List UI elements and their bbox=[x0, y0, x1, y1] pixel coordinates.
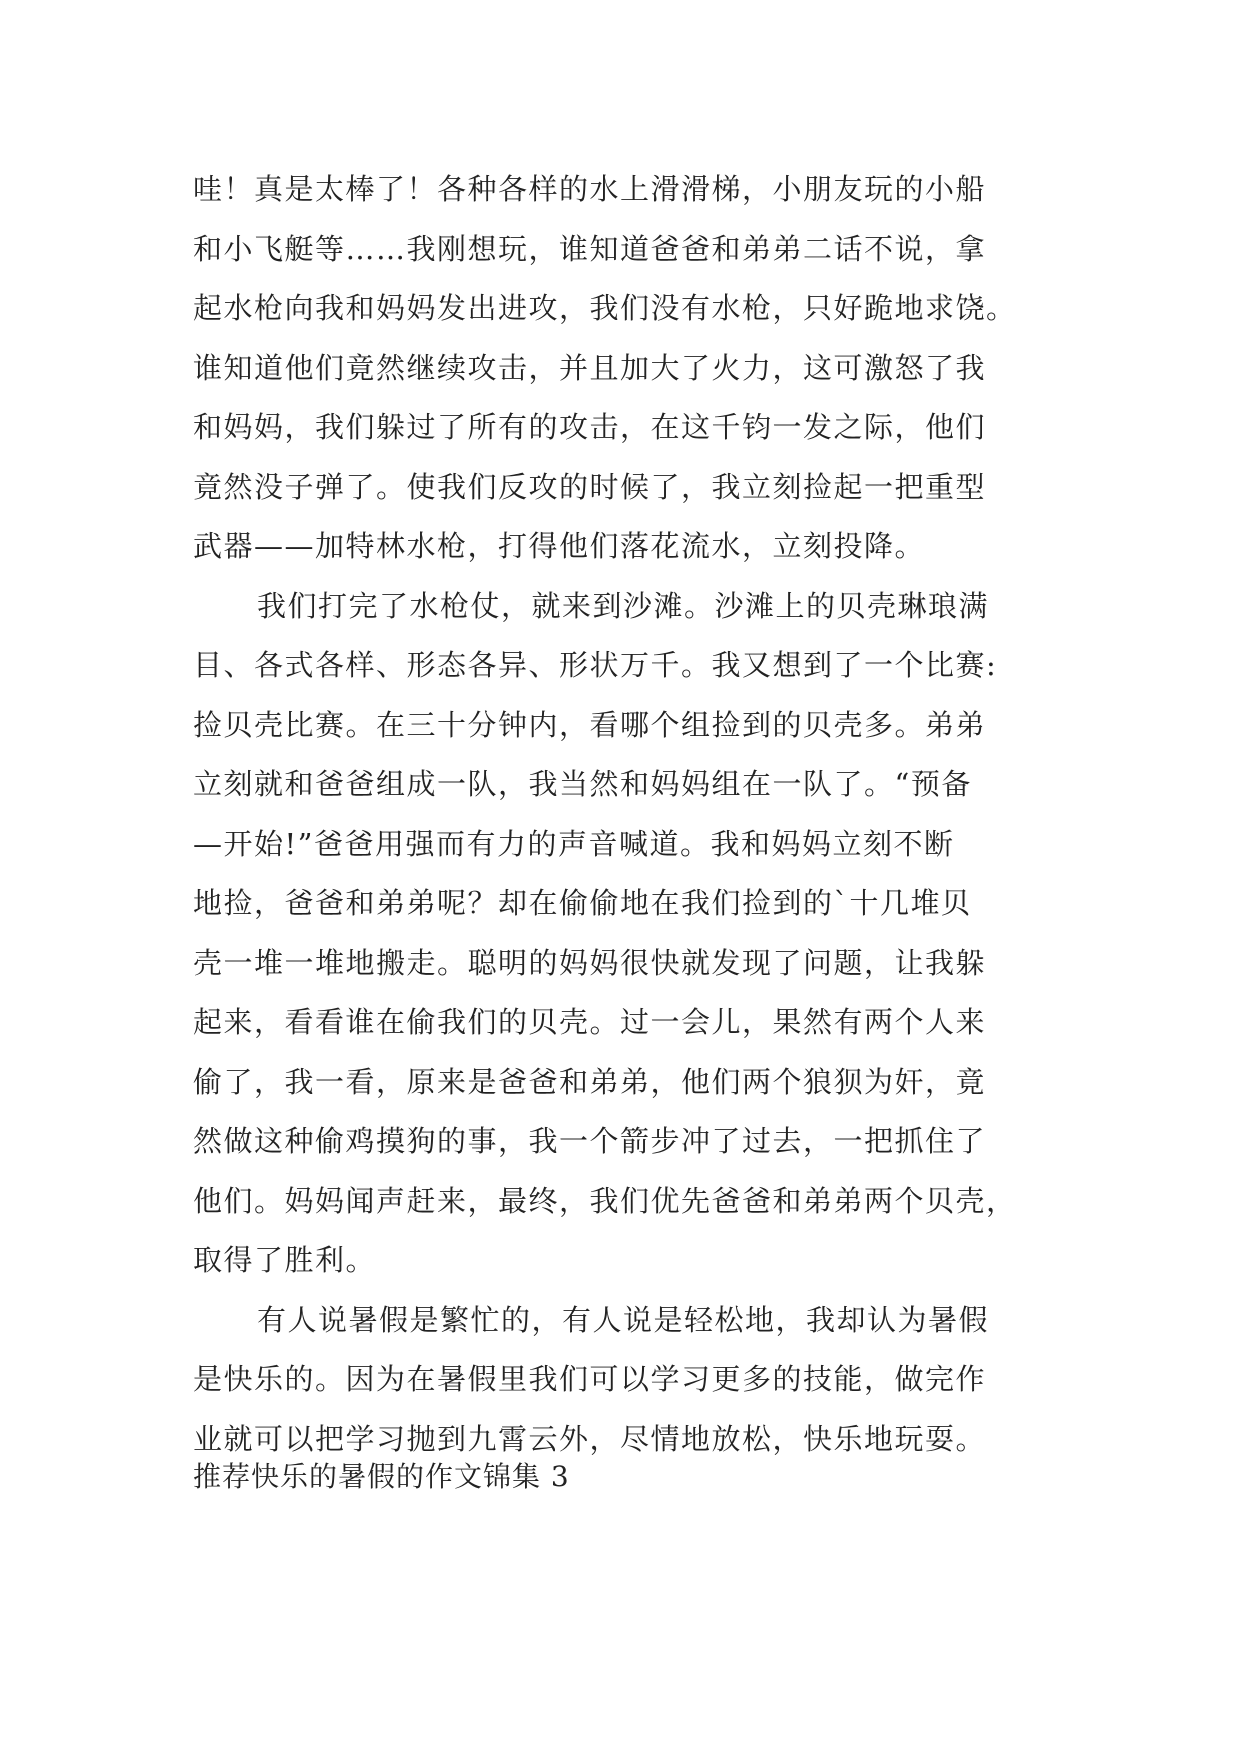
text-line: 有人说暑假是繁忙的，有人说是轻松地，我却认为暑假 bbox=[257, 1302, 990, 1337]
text-line: 谁知道他们竟然继续攻击，并且加大了火力，这可激怒了我 bbox=[193, 350, 987, 385]
text-line: 捡贝壳比赛。在三十分钟内，看哪个组捡到的贝壳多。弟弟 bbox=[193, 707, 987, 742]
text-line: 起水枪向我和妈妈发出进攻，我们没有水枪，只好跪地求饶。 bbox=[193, 291, 1017, 325]
text-line: 然做这种偷鸡摸狗的事，我一个箭步冲了过去，一把抓住了 bbox=[193, 1124, 987, 1158]
text-line: 地捡，爸爸和弟弟呢？却在偷偷地在我们捡到的`十几堆贝 bbox=[193, 886, 972, 920]
text-line: 偷了，我一看，原来是爸爸和弟弟，他们两个狼狈为奸，竟 bbox=[193, 1064, 987, 1099]
text-line: 取得了胜利。 bbox=[193, 1243, 377, 1277]
paragraph-water-gun-fight bbox=[193, 160, 1053, 577]
text-line: —开始!”爸爸用强而有力的声音喊道。我和妈妈立刻不断 bbox=[193, 826, 955, 861]
text-line: 他们。妈妈闻声赶来，最终，我们优先爸爸和弟弟两个贝壳， bbox=[193, 1183, 1017, 1218]
document-body bbox=[193, 160, 1053, 1469]
text-line: 我们打完了水枪仗，就来到沙滩。沙滩上的贝壳琳琅满 bbox=[257, 588, 990, 623]
paragraph-shell-contest bbox=[193, 577, 1053, 1291]
text-line: 武器——加特林水枪，打得他们落花流水，立刻投降。 bbox=[193, 529, 926, 563]
text-line: 和小飞艇等……我刚想玩，谁知道爸爸和弟弟二话不说，拿 bbox=[193, 231, 987, 266]
text-line: 目、各式各样、形态各异、形状万千。我又想到了一个比赛: bbox=[193, 648, 998, 682]
paragraph-conclusion bbox=[193, 1291, 1053, 1470]
text-line: 立刻就和爸爸组成一队，我当然和妈妈组在一队了。“预备 bbox=[193, 767, 972, 801]
text-line: 和妈妈，我们躲过了所有的攻击，在这千钧一发之际，他们 bbox=[193, 410, 987, 444]
text-line: 竟然没子弹了。使我们反攻的时候了，我立刻捡起一把重型 bbox=[193, 469, 987, 504]
text-line: 哇！真是太棒了！各种各样的水上滑滑梯，小朋友玩的小船 bbox=[193, 172, 987, 206]
text-line: 起来，看看谁在偷我们的贝壳。过一会儿，果然有两个人来 bbox=[193, 1005, 987, 1039]
text-line: 壳一堆一堆地搬走。聪明的妈妈很快就发现了问题，让我躲 bbox=[193, 945, 987, 980]
section-heading: 推荐快乐的暑假的作文锦集 3 bbox=[193, 1460, 570, 1493]
text-line: 是快乐的。因为在暑假里我们可以学习更多的技能，做完作 bbox=[193, 1362, 987, 1396]
text-line: 业就可以把学习抛到九霄云外，尽情地放松，快乐地玩耍。 bbox=[193, 1421, 987, 1456]
